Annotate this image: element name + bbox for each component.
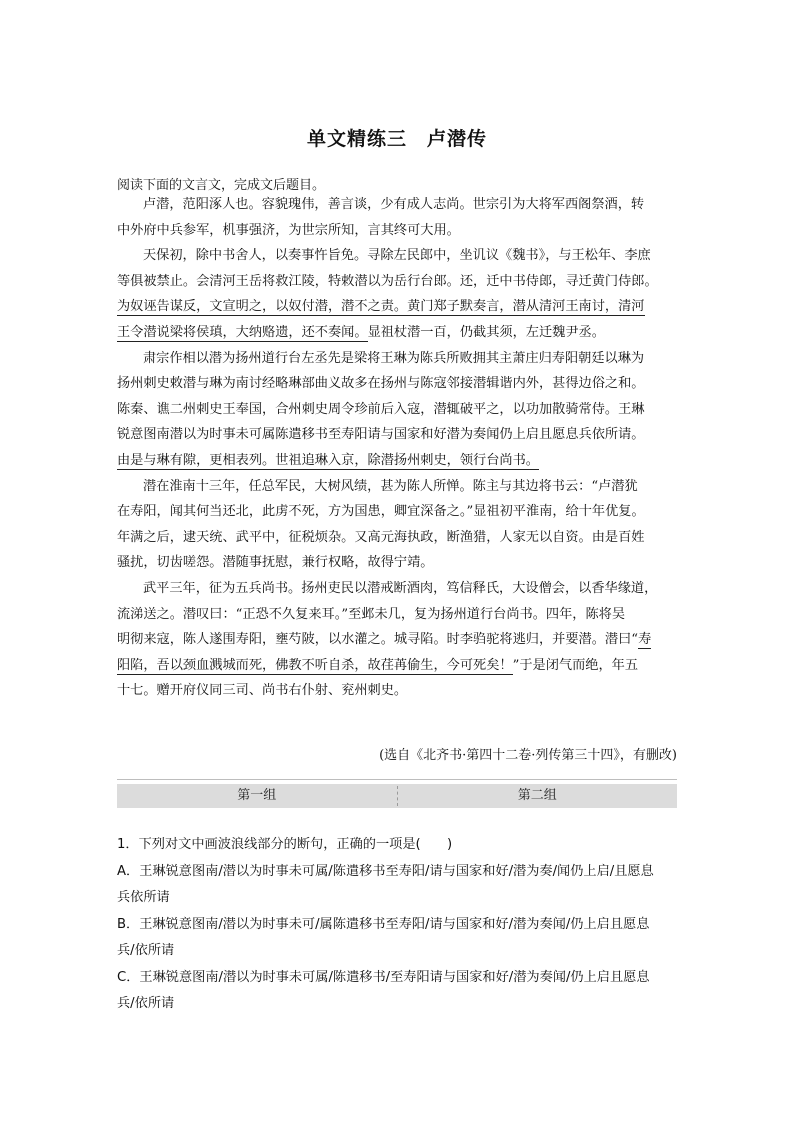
passage-line bbox=[117, 627, 677, 653]
passage-line bbox=[117, 422, 677, 448]
passage-text: 明彻来寇，陈人遂围寿阳，壅芍陂，以水灌之。城寻陷。时李驺驼将逃归，并要潜。潜曰“ bbox=[117, 632, 639, 648]
passage-line bbox=[117, 448, 677, 474]
passage-line bbox=[117, 653, 677, 679]
passage-line bbox=[117, 397, 677, 423]
passage-line bbox=[117, 576, 677, 602]
passage-text: 扬州刺史敕潜与琳为南讨经略琳部曲义故多在扬州与陈寇邻接潜辑谐内外，甚得边俗之和。 bbox=[117, 376, 645, 392]
passage-line bbox=[117, 346, 677, 372]
passage-line bbox=[117, 269, 677, 295]
question-line: 兵/依所请 bbox=[117, 943, 175, 958]
passage-text: 肃宗作相以潜为扬州道行台左丞先是梁将王琳为陈兵所败拥其主萧庄归寿阳朝廷以琳为 bbox=[143, 350, 645, 366]
passage-line bbox=[117, 499, 677, 525]
passage-text: ”于是闭气而绝，年五 bbox=[512, 657, 639, 673]
question-line: 1．下列对文中画波浪线部分的断句，正确的一项是( ) bbox=[117, 837, 453, 852]
underlined-text: 寿 bbox=[638, 632, 652, 648]
passage-text: 骚扰，切齿嗟怨。潜随事抚慰，兼行权略，故得宁靖。 bbox=[117, 555, 434, 571]
underlined-text: 阳陷，吾以颈血溅城而死，佛教不听自杀，故荏苒偷生，今可死矣！ bbox=[117, 657, 513, 673]
question-line: B．王琳锐意图南/潜以为时事未可/属陈遣移书至寿阳/请与国家和好/潜为奏闻/仍上启且愿息 bbox=[117, 916, 650, 932]
passage-text: 中外府中兵参军，机事强济，为世宗所知，言其终可大用。 bbox=[117, 222, 460, 238]
underlined-text: 为奴诬告谋反，文宣明之，以奴付潜，潜不之责。黄门郑子默奏言，潜从清河王南讨，清河 bbox=[117, 299, 645, 315]
passage-line bbox=[117, 294, 677, 320]
question-line: 兵/依所请 bbox=[117, 996, 175, 1011]
passage-text: 卢潜，范阳涿人也。容貌瑰伟，善言谈，少有成人志尚。世宗引为大将军西阁祭酒，转 bbox=[143, 197, 645, 212]
question-line: C．王琳锐意图南/潜以为时事未可属/陈遣移书/至寿阳请与国家和好/潜为奏闻/仍上启且愿息 bbox=[117, 969, 650, 985]
passage-line bbox=[117, 550, 677, 576]
passage-text: 等俱被禁止。会清河王岳将救江陵，特敕潜以为岳行台郎。还，迁中书侍郎，寻迁黄门侍郎。 bbox=[117, 273, 658, 289]
underlined-text: 由是与琳有隙，更相表列。世祖追琳入京，除潜扬州刺史，领行台尚书。 bbox=[117, 452, 539, 468]
passage-line bbox=[117, 678, 677, 704]
passage-text: 陈秦、谯二州刺史王奉国，合州刺史周令珍前后入寇，潜辄破平之，以功加散骑常侍。王琳 bbox=[117, 401, 645, 417]
passage-text: 潜在淮南十三年，任总军民，大树风绩，甚为陈人所惮。陈主与其边将书云：“卢潜犹 bbox=[143, 478, 638, 494]
passage-line bbox=[117, 371, 677, 397]
passage-line bbox=[117, 602, 677, 628]
group-tab-bar bbox=[117, 784, 677, 808]
passage-line bbox=[117, 320, 677, 346]
question-block bbox=[117, 832, 679, 1018]
page-title: 单文精练三 卢潜传 bbox=[306, 128, 487, 150]
question-line: 兵依所请 bbox=[117, 890, 170, 905]
passage-line bbox=[117, 218, 677, 244]
reading-instruction: 阅读下面的文言文，完成文后题目。 bbox=[117, 178, 326, 193]
source-citation: (选自《北齐书·第四十二卷·列传第三十四》，有删改) bbox=[379, 748, 677, 763]
group-tab-second[interactable]: 第二组 bbox=[517, 788, 557, 803]
passage-line bbox=[117, 243, 677, 269]
question-line: A．王琳锐意图南/潜以为时事未可属/陈遣移书至寿阳/请与国家和好/潜为奏/闻仍上启/且愿息 bbox=[117, 863, 654, 879]
passage-text: 年满之后，逮天统、武平中，征税烦杂。又高元海执政，断渔猎，人家无以自资。由是百姓 bbox=[117, 529, 645, 545]
classical-passage bbox=[117, 192, 677, 704]
underlined-text: 王令潜说梁将侯瑱，大纳赂遗，还不奏闻。 bbox=[117, 324, 368, 340]
passage-text: 武平三年，征为五兵尚书。扬州吏民以潜戒断酒肉，笃信释氏，大设僧会，以香华缘道， bbox=[143, 580, 658, 596]
section-divider bbox=[117, 779, 677, 780]
passage-line bbox=[117, 525, 677, 551]
passage-text: 在寿阳，闻其何当还北，此虏不死，方为国患，卿宜深备之。”显祖初平淮南，给十年优复。 bbox=[117, 504, 645, 520]
passage-text: 流涕送之。潜叹曰：“正恐不久复来耳。”至邺未几，复为扬州道行台尚书。四年，陈将吴 bbox=[117, 606, 626, 622]
passage-line bbox=[117, 192, 677, 218]
passage-text: 天保初，除中书舍人，以奏事忤旨免。寻除左民郎中，坐讥议《魏书》，与王松年、李庶 bbox=[143, 248, 651, 264]
passage-text: 十七。赠开府仪同三司、尚书右仆射、兖州刺史。 bbox=[117, 683, 408, 699]
group-tab-first[interactable]: 第一组 bbox=[237, 788, 277, 803]
passage-text: 显祖杖潜一百，仍截其须，左迁魏尹丞。 bbox=[367, 324, 605, 340]
passage-text: 锐意图南潜以为时事未可属陈遣移书至寿阳请与国家和好潜为奏闻仍上启且愿息兵依所请。 bbox=[117, 427, 645, 443]
passage-line bbox=[117, 474, 677, 500]
